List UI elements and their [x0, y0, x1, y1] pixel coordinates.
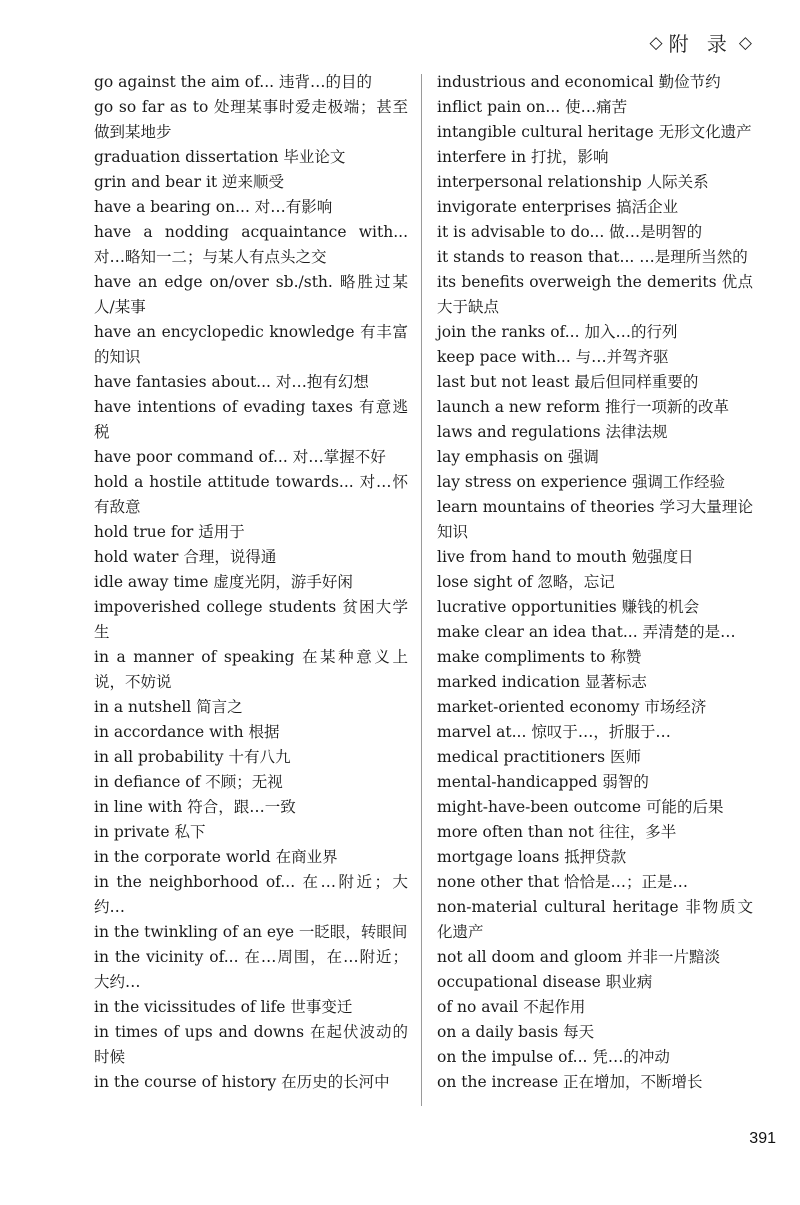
glossary-entry: have a nodding acquaintance with... 对…略知一二；与某人有点头之交 [94, 223, 408, 266]
glossary-entry: in the course of history 在历史的长河中 [94, 1073, 390, 1091]
glossary-entry: launch a new reform 推行一项新的改革 [437, 398, 729, 416]
glossary-entry: in times of ups and downs 在起伏波动的时候 [94, 1023, 408, 1066]
glossary-entry: go so far as to 处理某事时爱走极端；甚至做到某地步 [94, 98, 408, 141]
glossary-entry: have intentions of evading taxes 有意逃税 [94, 398, 408, 441]
glossary-entry: market-oriented economy 市场经济 [437, 698, 707, 716]
glossary-entry: idle away time 虚度光阴，游手好闲 [94, 573, 353, 591]
glossary-entry: in private 私下 [94, 823, 206, 841]
glossary-entry: it is advisable to do... 做…是明智的 [437, 223, 703, 241]
glossary-entry: lay emphasis on 强调 [437, 448, 599, 466]
diamond-ornament-icon: ◇ [738, 32, 752, 53]
glossary-entry: in the twinkling of an eye 一眨眼，转眼间 [94, 923, 408, 941]
glossary-entry: in the vicissitudes of life 世事变迁 [94, 998, 353, 1016]
glossary-entry: have fantasies about... 对…抱有幻想 [94, 373, 369, 391]
glossary-entry: marvel at... 惊叹于…，折服于… [437, 723, 671, 741]
glossary-entry: in a manner of speaking 在某种意义上说，不妨说 [94, 648, 408, 691]
glossary-entry: medical practitioners 医师 [437, 748, 641, 766]
glossary-entry: have an encyclopedic knowledge 有丰富的知识 [94, 323, 408, 366]
glossary-entry: hold water 合理，说得通 [94, 548, 277, 566]
glossary-entry: graduation dissertation 毕业论文 [94, 148, 346, 166]
glossary-entry: live from hand to mouth 勉强度日 [437, 548, 694, 566]
glossary-entry: join the ranks of... 加入…的行列 [437, 323, 678, 341]
glossary-entry: mortgage loans 抵押贷款 [437, 848, 627, 866]
glossary-entry: hold true for 适用于 [94, 523, 245, 541]
glossary-entry: in the corporate world 在商业界 [94, 848, 338, 866]
glossary-entry: lucrative opportunities 赚钱的机会 [437, 598, 700, 616]
glossary-entry: go against the aim of... 违背…的目的 [94, 73, 372, 91]
diamond-ornament-icon: ◇ [649, 32, 663, 53]
glossary-entry: hold a hostile attitude towards... 对…怀有敌意 [94, 473, 408, 516]
glossary-entry: non-material cultural heritage 非物质文化遗产 [437, 898, 753, 941]
glossary-entry: not all doom and gloom 并非一片黯淡 [437, 948, 721, 966]
glossary-entry: marked indication 显著标志 [437, 673, 647, 691]
glossary-entry: interfere in 打扰，影响 [437, 148, 609, 166]
glossary-entry: its benefits overweigh the demerits 优点大于缺点 [437, 273, 753, 316]
glossary-entry: learn mountains of theories 学习大量理论知识 [437, 498, 753, 541]
glossary-entry: none other that 恰恰是…；正是… [437, 873, 689, 891]
glossary-entry: inflict pain on... 使…痛苦 [437, 98, 628, 116]
glossary-entry: have a bearing on... 对…有影响 [94, 198, 333, 216]
page-number: 391 [749, 1130, 776, 1147]
glossary-entry: in the neighborhood of... 在…附近；大约… [94, 873, 408, 916]
left-column [94, 70, 408, 1095]
glossary-entry: of no avail 不起作用 [437, 998, 586, 1016]
glossary-entry: mental-handicapped 弱智的 [437, 773, 649, 791]
glossary-entry: laws and regulations 法律法规 [437, 423, 668, 441]
glossary-entry: invigorate enterprises 搞活企业 [437, 198, 679, 216]
glossary-entry: in line with 符合，跟…一致 [94, 798, 296, 816]
page-header [649, 28, 752, 57]
glossary-entry: in a nutshell 简言之 [94, 698, 243, 716]
glossary-entry: more often than not 往往，多半 [437, 823, 677, 841]
glossary-entry: have poor command of... 对…掌握不好 [94, 448, 386, 466]
glossary-entry: interpersonal relationship 人际关系 [437, 173, 709, 191]
glossary-entry: lay stress on experience 强调工作经验 [437, 473, 726, 491]
glossary-entry: in accordance with 根据 [94, 723, 280, 741]
glossary-entry: on the impulse of... 凭…的冲动 [437, 1048, 670, 1066]
glossary-entry: keep pace with... 与…并驾齐驱 [437, 348, 669, 366]
glossary-entry: intangible cultural heritage 无形文化遗产 [437, 123, 752, 141]
column-divider [421, 74, 422, 1106]
glossary-entry: make compliments to 称赞 [437, 648, 642, 666]
glossary-entry: grin and bear it 逆来顺受 [94, 173, 285, 191]
glossary-entry: impoverished college students 贫困大学生 [94, 598, 408, 641]
glossary-entry: last but not least 最后但同样重要的 [437, 373, 699, 391]
glossary-entry: have an edge on/over sb./sth. 略胜过某人/某事 [94, 273, 408, 316]
glossary-entry: make clear an idea that... 弄清楚的是… [437, 623, 736, 641]
header-title: 附 录 [668, 32, 733, 56]
glossary-entry: in the vicinity of... 在…周围，在…附近；大约… [94, 948, 408, 991]
glossary-entry: in all probability 十有八九 [94, 748, 291, 766]
glossary-entry: lose sight of 忽略，忘记 [437, 573, 615, 591]
glossary-entry: it stands to reason that... …是理所当然的 [437, 248, 748, 266]
glossary-entry: occupational disease 职业病 [437, 973, 653, 991]
glossary-entry: on a daily basis 每天 [437, 1023, 595, 1041]
glossary-entry: industrious and economical 勤俭节约 [437, 73, 721, 91]
glossary-entry: on the increase 正在增加，不断增长 [437, 1073, 703, 1091]
right-column [437, 70, 753, 1095]
glossary-entry: might-have-been outcome 可能的后果 [437, 798, 724, 816]
glossary-entry: in defiance of 不顾；无视 [94, 773, 283, 791]
